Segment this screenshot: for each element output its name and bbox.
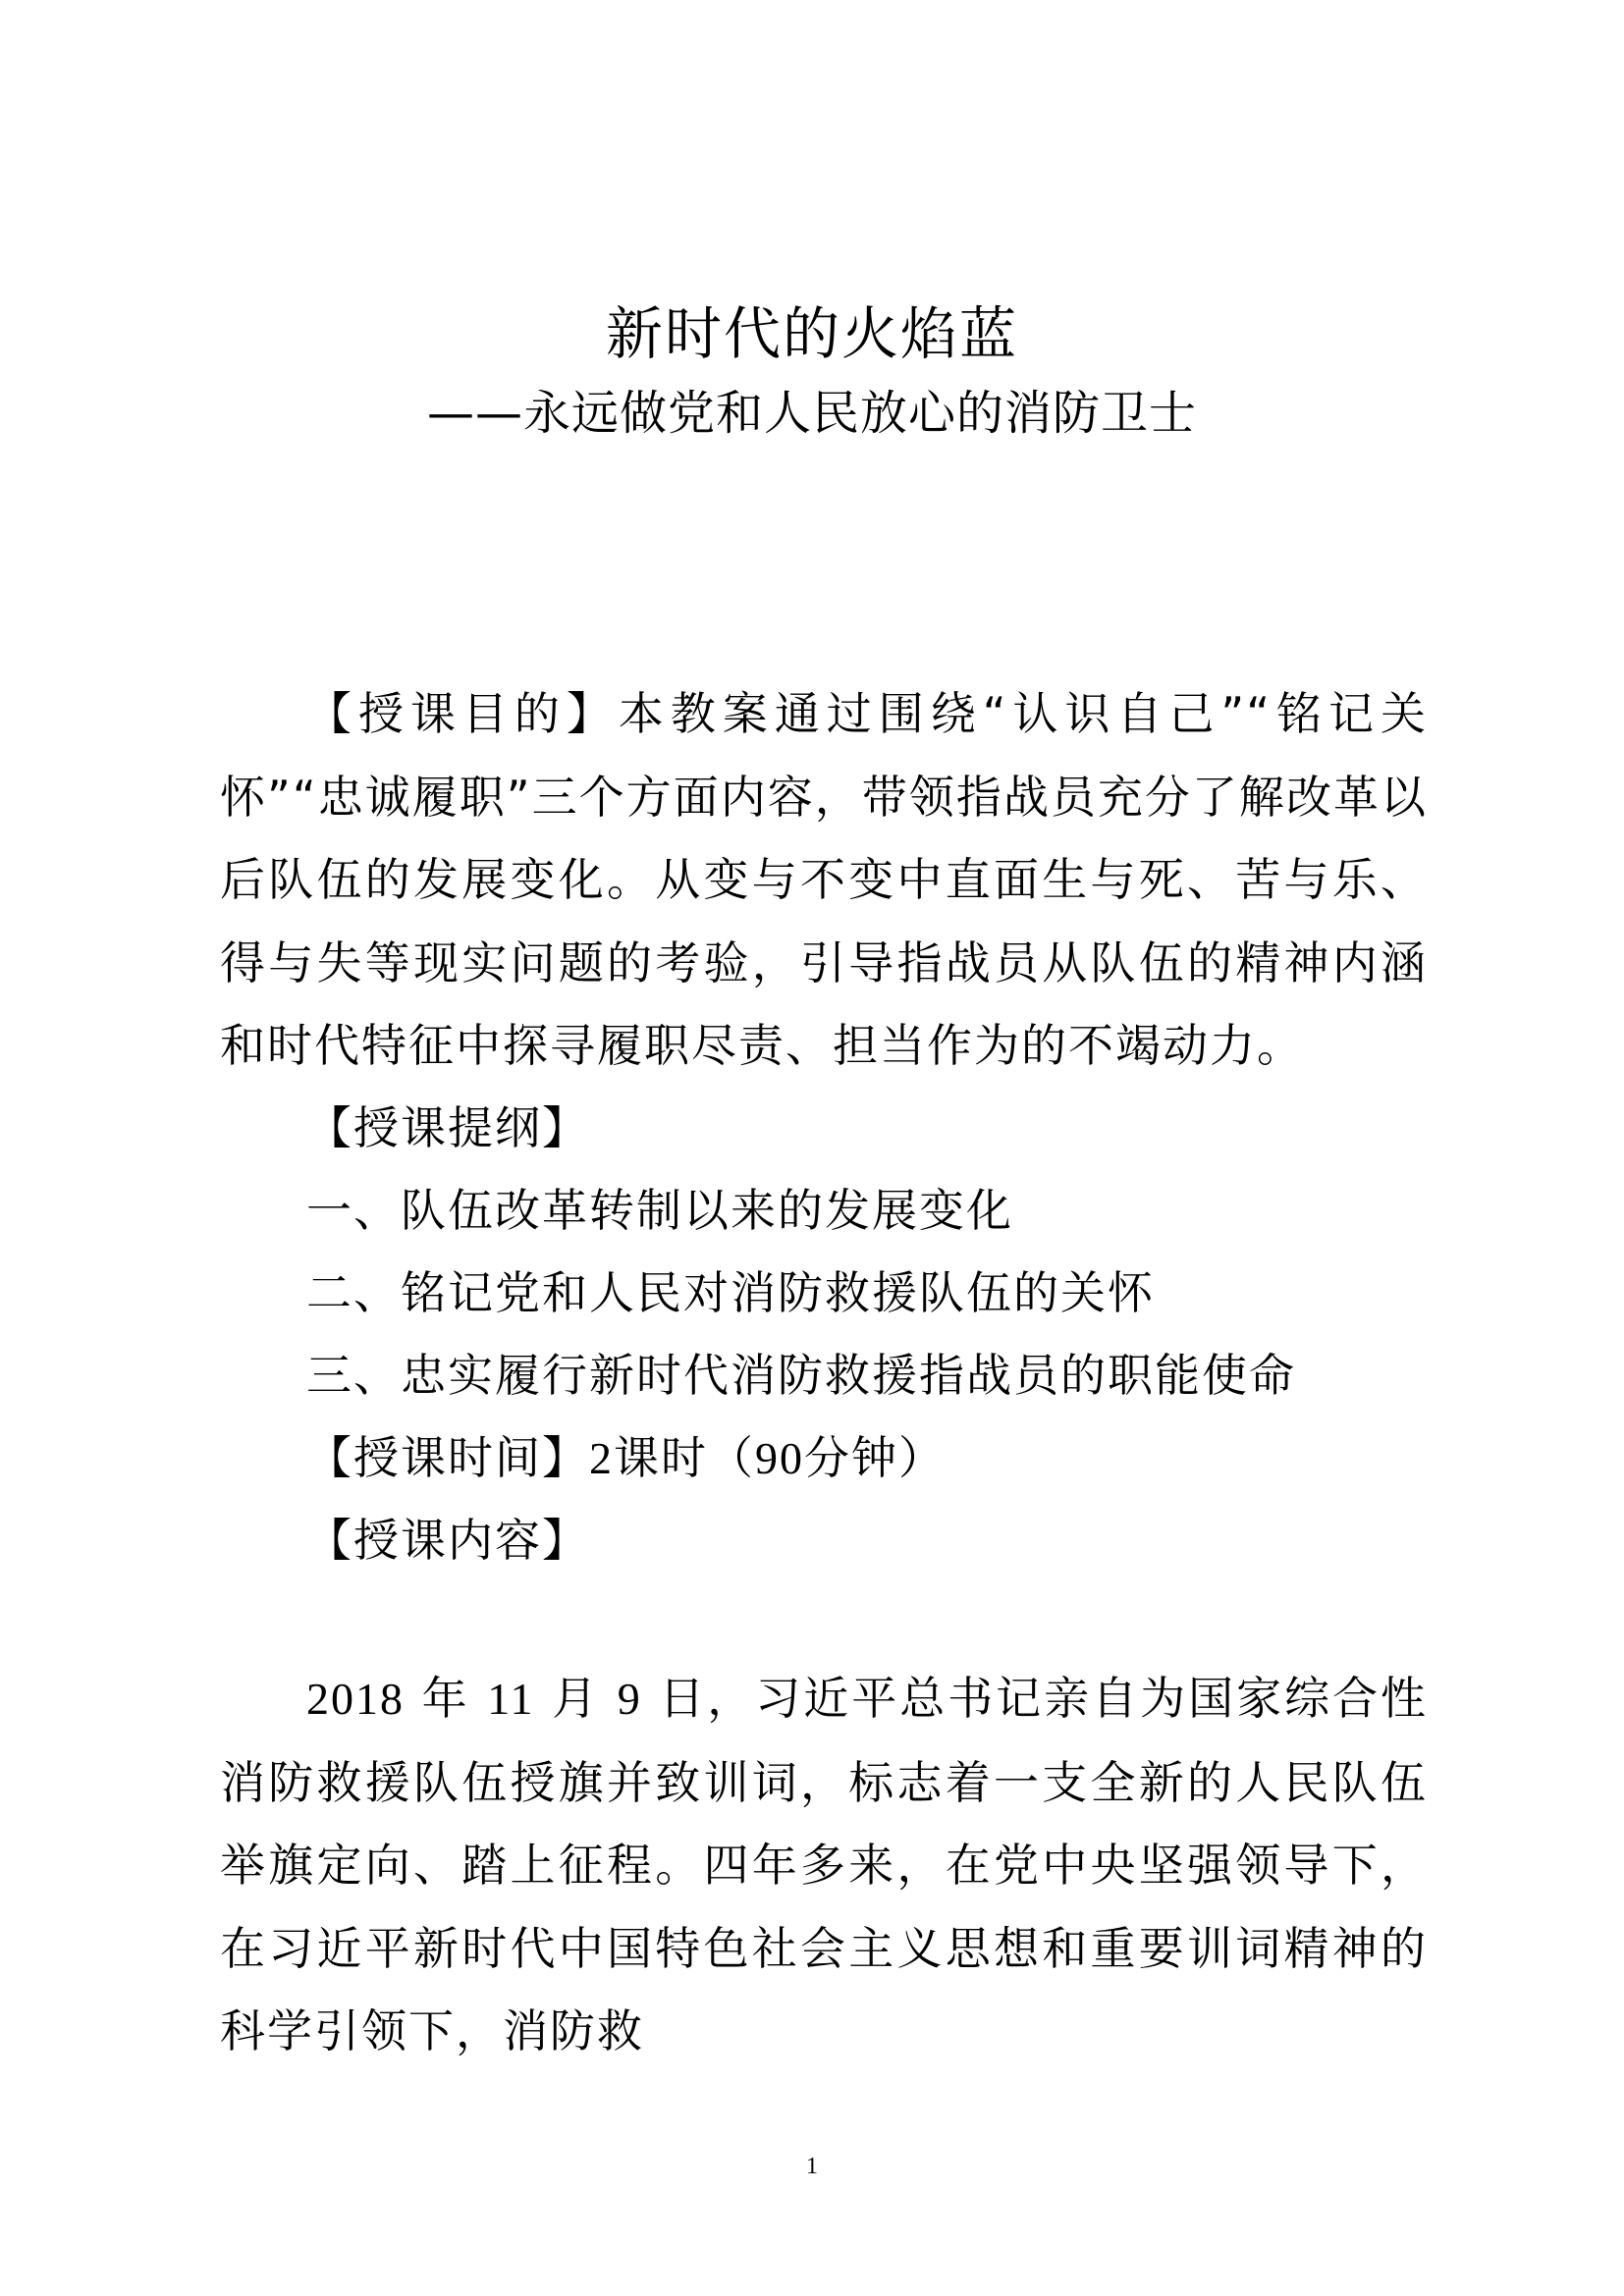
page-title: 新时代的火焰蓝 <box>605 300 1018 367</box>
content-year-unit: 年 <box>421 1672 470 1725</box>
content-rest: 日，习近平总书记亲自为国家综合性消防救援队伍授旗并致训词，标志着一支全新的人民队伍举旗定向、踏上征程。四年多来，在党中央坚强领导下，在习近平新时代中国特色社会主义思想和重要训词精神的科学引领下，消防救 <box>220 1672 1429 2057</box>
purpose-paragraph: 【授课目的】本教案通过围绕“认识自己”“铭记关怀”“忠诚履职”三个方面内容，带领指战员充分了解改革以后队伍的发展变化。从变与不变中直面生与死、苦与乐、得与失等现实问题的考验，引导指战员从队伍的精神内涵和时代特征中探寻履职尽责、担当作为的不竭动力。 <box>220 687 1428 1072</box>
content-year: 2018 <box>306 1674 405 1724</box>
content-month: 11 <box>487 1674 535 1724</box>
page-number: 1 <box>806 2154 818 2179</box>
time-line <box>306 1416 946 1500</box>
content-heading: 【授课内容】 <box>306 1514 589 1567</box>
content-paragraph <box>220 1657 1428 2073</box>
content-month-unit: 月 <box>552 1672 601 1725</box>
time-minutes-number: 90 <box>755 1433 804 1483</box>
time-hours-text: 课时（ <box>614 1431 755 1484</box>
page-subtitle: ——永远做党和人民放心的消防卫士 <box>426 386 1197 441</box>
time-label: 【授课时间】 <box>306 1431 589 1484</box>
content-day: 9 <box>617 1674 642 1724</box>
time-hours-number: 2 <box>589 1433 614 1483</box>
time-minutes-text: 分钟） <box>804 1431 946 1484</box>
outline-heading: 【授课提纲】 <box>306 1101 589 1154</box>
outline-item-1: 一、队伍改革转制以来的发展变化 <box>306 1184 1013 1237</box>
outline-item-2: 二、铭记党和人民对消防救援队伍的关怀 <box>306 1266 1155 1319</box>
outline-item-3: 三、忠实履行新时代消防救援指战员的职能使命 <box>306 1349 1296 1402</box>
